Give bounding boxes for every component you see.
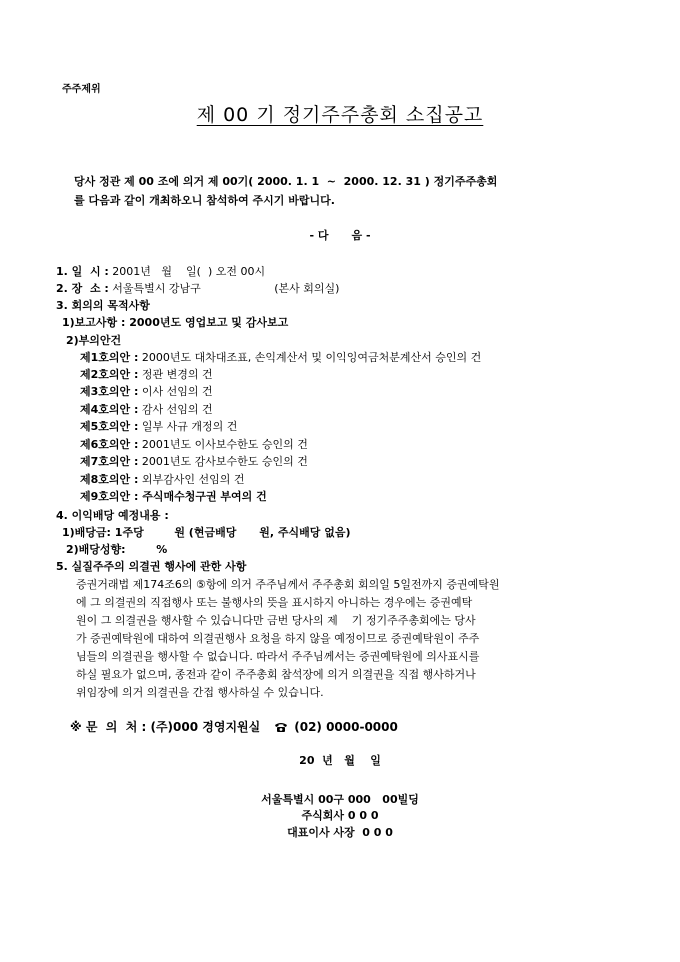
voting-paragraph-line: 증권거래법 제174조6의 ⑤항에 의거 주주님께서 주주총회 회의일 5일전까지 증권예탁원 (76, 578, 500, 591)
agenda-label: 제4호의안 : (80, 403, 139, 416)
item-report: 1)보고사항 : 2000년도 영업보고 및 감사보고 (62, 316, 289, 329)
page-title: 제 00 기 정기주주총회 소집공고 (196, 104, 484, 126)
section-heading-da: - 다 음 - (309, 229, 371, 242)
item-date-value: 2001년 월 일( ) 오전 00시 (108, 265, 266, 278)
agenda-label: 제5호의안 : (80, 420, 139, 433)
agenda-label: 제9호의안 : (80, 490, 139, 503)
intro-line-2: 를 다음과 같이 개최하오니 참석하여 주시기 바랍니다. (74, 194, 335, 207)
agenda-text: 2001년도 이사보수한도 승인의 건 (138, 438, 308, 451)
agenda-label: 제7호의안 : (80, 455, 139, 468)
agenda-item (80, 401, 213, 417)
agenda-text: 주식매수청구권 부여의 건 (138, 490, 267, 503)
item-voting: 5. 실질주주의 의결권 행사에 관한 사항 (56, 560, 247, 573)
recipient-tag: 주주제위 (62, 84, 101, 95)
item-place-label: 2. 장 소 : (56, 282, 109, 295)
item-date-label: 1. 일 시 : (56, 265, 109, 278)
date-line: 20 년 월 일 (299, 754, 381, 767)
agenda-text: 이사 선임의 건 (138, 385, 213, 398)
agenda-text: 외부감사인 선임의 건 (138, 473, 245, 486)
footer-address: 서울특별시 00구 000 00빌딩 (261, 793, 419, 806)
voting-paragraph-line: 님들의 의결권을 행사할 수 없습니다. 따라서 주주님께서는 증권예탁원에 의사표시를 (76, 650, 480, 663)
agenda-item (80, 471, 245, 487)
item-dividend: 4. 이익배당 예정내용 : (56, 509, 169, 522)
voting-paragraph-line: 에 그 의결권의 직접행사 또는 불행사의 뜻을 표시하지 아니하는 경우에는 증권예탁 (76, 596, 473, 609)
contact-phone: (02) 0000-0000 (294, 720, 398, 734)
voting-paragraph-line: 위임장에 의거 의결권을 간접 행사하실 수 있습니다. (76, 686, 324, 699)
agenda-label: 제8호의안 : (80, 473, 139, 486)
agenda-item (80, 383, 213, 399)
item-purpose: 3. 회의의 목적사항 (56, 299, 150, 312)
item-place (56, 280, 339, 296)
voting-paragraph-line: 가 증권예탁원에 대하여 의결권행사 요청을 하지 않을 예정이므로 증권예탁원이 주주 (76, 632, 480, 645)
voting-paragraph-line: 원이 그 의결권을 행사할 수 있습니다만 금번 당사의 제 기 정기주주총회에는 당사 (76, 614, 476, 627)
agenda-text: 2001년도 감사보수한도 승인의 건 (138, 455, 308, 468)
agenda-text: 2000년도 대차대조표, 손익계산서 및 이익잉여금처분계산서 승인의 건 (138, 351, 482, 364)
item-dividend-ratio: 2)배당성향: % (66, 543, 168, 556)
footer-company: 주식회사 0 0 0 (301, 809, 379, 822)
voting-paragraph-line: 하실 필요가 없으며, 종전과 같이 주주총회 참석장에 의거 의결권을 직접 행사하거나 (76, 668, 476, 681)
item-date (56, 263, 265, 279)
agenda-label: 제3호의안 : (80, 385, 139, 398)
phone-icon (274, 721, 288, 733)
agenda-item (80, 366, 213, 382)
contact-line (70, 718, 398, 735)
agenda-label: 제6호의안 : (80, 438, 139, 451)
agenda-text: 일부 사규 개정의 건 (138, 420, 238, 433)
agenda-item (80, 453, 308, 469)
item-dividend-amount: 1)배당금: 1주당 원 (현금배당 원, 주식배당 없음) (62, 526, 351, 539)
item-agenda-heading: 2)부의안건 (66, 334, 122, 347)
agenda-text: 감사 선임의 건 (138, 403, 213, 416)
agenda-item (80, 436, 308, 452)
agenda-label: 제2호의안 : (80, 368, 139, 381)
item-place-value: 서울특별시 강남구 (본사 회의실) (108, 282, 340, 295)
contact-label: ※ 문 의 처 : (주)000 경영지원실 (70, 720, 261, 734)
agenda-item (80, 488, 267, 504)
footer-ceo: 대표이사 사장 0 0 0 (287, 826, 393, 839)
agenda-label: 제1호의안 : (80, 351, 139, 364)
agenda-item (80, 349, 481, 365)
intro-line-1: 당사 정관 제 00 조에 의거 제 00기( 2000. 1. 1 ~ 2000. 12. 31 ) 정기주주총회 (74, 175, 498, 188)
agenda-item (80, 418, 237, 434)
agenda-text: 정관 변경의 건 (138, 368, 213, 381)
